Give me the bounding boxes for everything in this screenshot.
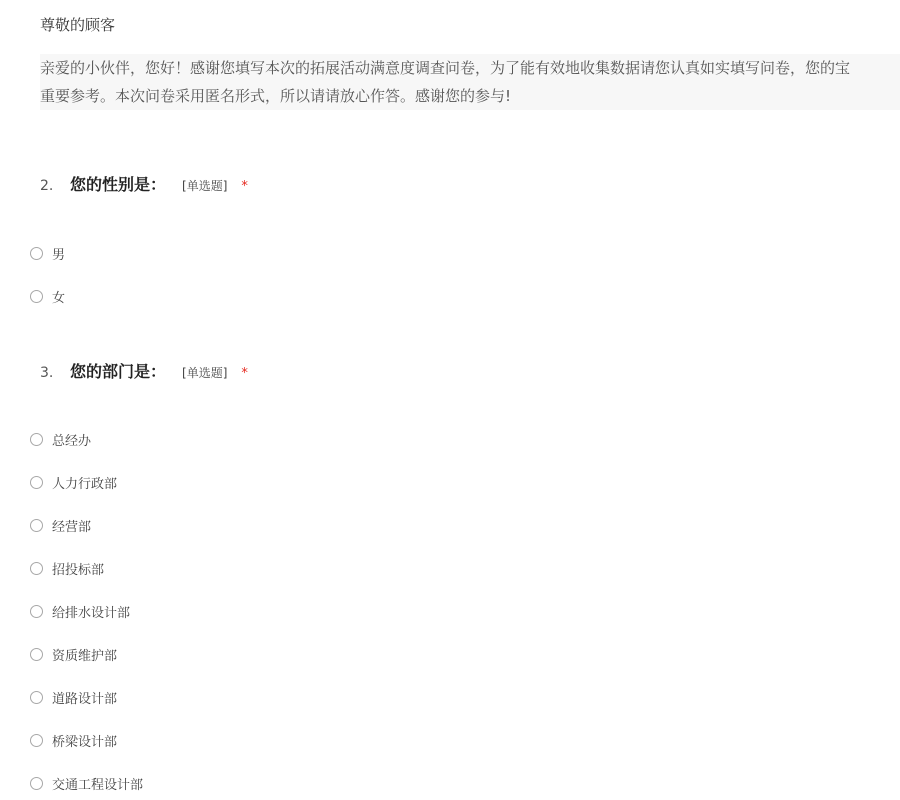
option-traffic-engineering[interactable] bbox=[30, 762, 143, 800]
radio-icon[interactable] bbox=[30, 734, 43, 747]
option-label: 经营部 bbox=[52, 520, 92, 535]
question-number: 3. bbox=[40, 365, 54, 381]
option-label: 女 bbox=[52, 291, 66, 306]
option-hr-admin[interactable] bbox=[30, 461, 143, 504]
option-label: 给排水设计部 bbox=[52, 606, 131, 621]
question-header bbox=[40, 172, 840, 195]
option-label: 资质维护部 bbox=[52, 649, 118, 664]
option-label: 人力行政部 bbox=[52, 477, 118, 492]
radio-icon[interactable] bbox=[30, 247, 43, 260]
option-label: 男 bbox=[52, 248, 66, 263]
required-marker: * bbox=[241, 366, 248, 381]
radio-icon[interactable] bbox=[30, 562, 43, 575]
option-female[interactable] bbox=[30, 275, 65, 318]
question-type-label: [单选题] bbox=[182, 179, 228, 193]
radio-icon[interactable] bbox=[30, 648, 43, 661]
option-label: 总经办 bbox=[52, 434, 92, 449]
options-gender bbox=[30, 232, 65, 318]
option-water-design[interactable] bbox=[30, 590, 143, 633]
intro-line-2: 重要参考。本次问卷采用匿名形式，所以请请放心作答。感谢您的参与! bbox=[40, 87, 512, 105]
radio-icon[interactable] bbox=[30, 691, 43, 704]
option-qualification[interactable] bbox=[30, 633, 143, 676]
option-general-office[interactable] bbox=[30, 418, 143, 461]
radio-icon[interactable] bbox=[30, 605, 43, 618]
options-department bbox=[30, 418, 143, 800]
greeting-text: 尊敬的顾客 bbox=[40, 16, 116, 34]
option-male[interactable] bbox=[30, 232, 65, 275]
question-gender bbox=[40, 172, 840, 195]
option-operations[interactable] bbox=[30, 504, 143, 547]
option-label: 招投标部 bbox=[52, 563, 105, 578]
question-header bbox=[40, 359, 840, 382]
radio-icon[interactable] bbox=[30, 476, 43, 489]
option-road-design[interactable] bbox=[30, 676, 143, 719]
radio-icon[interactable] bbox=[30, 433, 43, 446]
question-title: 您的性别是： bbox=[70, 175, 167, 194]
radio-icon[interactable] bbox=[30, 777, 43, 790]
option-bridge-design[interactable] bbox=[30, 719, 143, 762]
required-marker: * bbox=[241, 179, 248, 194]
intro-line-1: 亲爱的小伙伴，您好！感谢您填写本次的拓展活动满意度调查问卷，为了能有效地收集数据请您认真如实填写问卷，您的宝 bbox=[40, 59, 851, 77]
option-bidding[interactable] bbox=[30, 547, 143, 590]
radio-icon[interactable] bbox=[30, 519, 43, 532]
radio-icon[interactable] bbox=[30, 290, 43, 303]
option-label: 桥梁设计部 bbox=[52, 735, 118, 750]
option-label: 道路设计部 bbox=[52, 692, 118, 707]
question-type-label: [单选题] bbox=[182, 366, 228, 380]
intro-paragraph bbox=[40, 54, 900, 110]
option-label: 交通工程设计部 bbox=[52, 778, 144, 793]
question-title: 您的部门是： bbox=[70, 362, 167, 381]
question-number: 2. bbox=[40, 178, 54, 194]
question-department bbox=[40, 359, 840, 382]
